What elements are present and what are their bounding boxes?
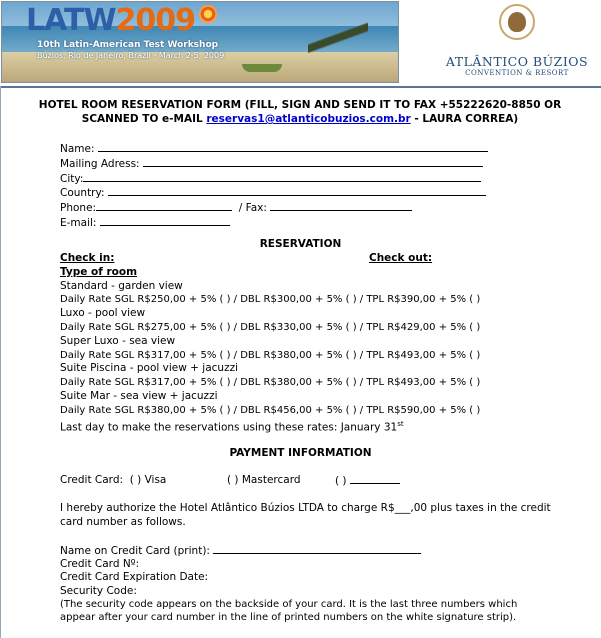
hotel-emblem-icon	[499, 4, 535, 40]
room-name: Suite Mar - sea view + jacuzzi	[60, 389, 218, 402]
city-label: City:	[60, 172, 84, 185]
banner-title-latw: LATW	[26, 3, 116, 38]
hotel-logo-subtitle: CONVENTION & RESORT	[465, 69, 569, 77]
card-details	[60, 544, 580, 624]
reservation-section	[60, 252, 580, 435]
room-rate-row[interactable]: Daily Rate SGL R$317,00 + 5% ( ) / DBL R$380,00 + 5% ( ) / TPL R$493,00 + 5% ( )	[60, 349, 481, 361]
form-title-suffix: - LAURA CORREA)	[410, 113, 519, 125]
header-divider	[0, 86, 601, 88]
fax-blank[interactable]	[270, 201, 412, 211]
mastercard-checkbox[interactable]: ( ) Mastercard	[227, 474, 301, 486]
reservation-document	[0, 98, 601, 126]
hotel-logo	[433, 4, 601, 84]
sun-icon	[199, 5, 217, 23]
banner-boat	[242, 64, 282, 72]
name-on-card-field[interactable]	[60, 544, 580, 558]
form-title-prefix: SCANNED TO e-MAIL	[81, 113, 207, 125]
guest-fields	[60, 142, 580, 231]
security-note-line2: appear after your card number in the line of printed numbers on the white signature strip).	[60, 612, 517, 624]
mailing-address-blank[interactable]	[143, 157, 483, 167]
hotel-logo-name: ATLÂNTICO BÚZIOS	[445, 54, 589, 69]
room-rate-row[interactable]: Daily Rate SGL R$275,00 + 5% ( ) / DBL R$330,00 + 5% ( ) / TPL R$429,00 + 5% ( )	[60, 321, 481, 333]
payment-heading: PAYMENT INFORMATION	[229, 447, 372, 459]
last-day-text: Last day to make the reservations using these rates: January 31	[60, 421, 398, 434]
card-type-options	[60, 474, 580, 488]
email-label: E-mail:	[60, 216, 97, 229]
workshop-banner	[1, 1, 399, 83]
check-in-label: Check in:	[60, 252, 115, 264]
visa-checkbox[interactable]: ( ) Visa	[129, 474, 167, 486]
name-on-card-label: Name on Credit Card (print):	[60, 545, 210, 557]
authorization-line2: card number as follows.	[60, 515, 186, 528]
reservation-heading: RESERVATION	[259, 238, 342, 250]
authorization-text	[60, 502, 580, 530]
check-out-label: Check out:	[369, 252, 433, 264]
room-type-label: Type of room	[60, 265, 138, 278]
security-note-line1: (The security code appears on the backside of your card. It is the last three numbers which	[60, 598, 518, 610]
banner-title	[26, 5, 195, 37]
country-field[interactable]	[60, 186, 580, 201]
phone-fax-field[interactable]	[60, 201, 580, 216]
country-blank[interactable]	[108, 186, 486, 196]
room-name: Super Luxo - sea view	[60, 334, 176, 347]
email-blank[interactable]	[100, 216, 230, 226]
room-name: Suite Piscina - pool view + jacuzzi	[60, 362, 239, 375]
banner-palm	[308, 2, 368, 83]
other-card-checkbox[interactable]: ( )	[335, 475, 347, 487]
room-rate-row[interactable]: Daily Rate SGL R$250,00 + 5% ( ) / DBL R$300,00 + 5% ( ) / TPL R$390,00 + 5% ( )	[60, 294, 481, 306]
last-day-suffix: st	[397, 419, 404, 428]
expiration-date-label[interactable]: Credit Card Expiration Date:	[60, 571, 209, 584]
authorization-line1: I hereby authorize the Hotel Atlântico Búzios LTDA to charge R$___,00 plus taxes in the credit	[60, 502, 551, 514]
room-rate-row[interactable]: Daily Rate SGL R$317,00 + 5% ( ) / DBL R$380,00 + 5% ( ) / TPL R$493,00 + 5% ( )	[60, 377, 481, 389]
form-title-line2	[20, 112, 580, 126]
credit-card-type-row	[60, 474, 580, 488]
banner-subtitle: 10th Latin-American Test Workshop	[37, 40, 219, 50]
last-day-note	[60, 418, 580, 435]
form-title	[20, 98, 580, 126]
name-on-card-blank[interactable]	[213, 544, 421, 554]
name-field[interactable]	[60, 142, 580, 157]
card-number-label[interactable]: Credit Card Nº:	[60, 558, 140, 571]
mailing-address-label: Mailing Adress:	[60, 157, 140, 170]
phone-blank[interactable]	[96, 201, 232, 211]
reservation-email-link[interactable]: reservas1@atlanticobuzios.com.br	[206, 113, 411, 125]
page-left-border	[0, 86, 1, 638]
name-blank[interactable]	[98, 142, 488, 152]
other-card-option[interactable]	[335, 474, 400, 489]
country-label: Country:	[60, 187, 105, 200]
form-title-line1: HOTEL ROOM RESERVATION FORM (FILL, SIGN AND SEND IT TO FAX +55222620-8850 OR	[38, 99, 562, 111]
room-rate-row[interactable]: Daily Rate SGL R$380,00 + 5% ( ) / DBL R$456,00 + 5% ( ) / TPL R$590,00 + 5% ( )	[60, 404, 481, 416]
banner-location: Búzios, Rio de Janeiro, Brazil - March 2-5, 2009	[37, 51, 225, 60]
phone-label: Phone:	[60, 202, 97, 215]
city-blank[interactable]	[83, 172, 481, 182]
room-name: Luxo - pool view	[60, 307, 146, 320]
name-label: Name:	[60, 143, 95, 155]
banner-title-year: 2009	[115, 3, 196, 38]
room-name: Standard - garden view	[60, 279, 183, 292]
fax-label: / Fax:	[238, 202, 267, 215]
city-field[interactable]	[60, 172, 580, 187]
email-field[interactable]	[60, 216, 580, 231]
check-dates-row	[60, 252, 580, 266]
security-code-label[interactable]: Security Code:	[60, 584, 137, 597]
mailing-address-field[interactable]	[60, 157, 580, 172]
credit-card-label: Credit Card:	[60, 474, 124, 486]
other-card-blank[interactable]	[350, 474, 400, 484]
